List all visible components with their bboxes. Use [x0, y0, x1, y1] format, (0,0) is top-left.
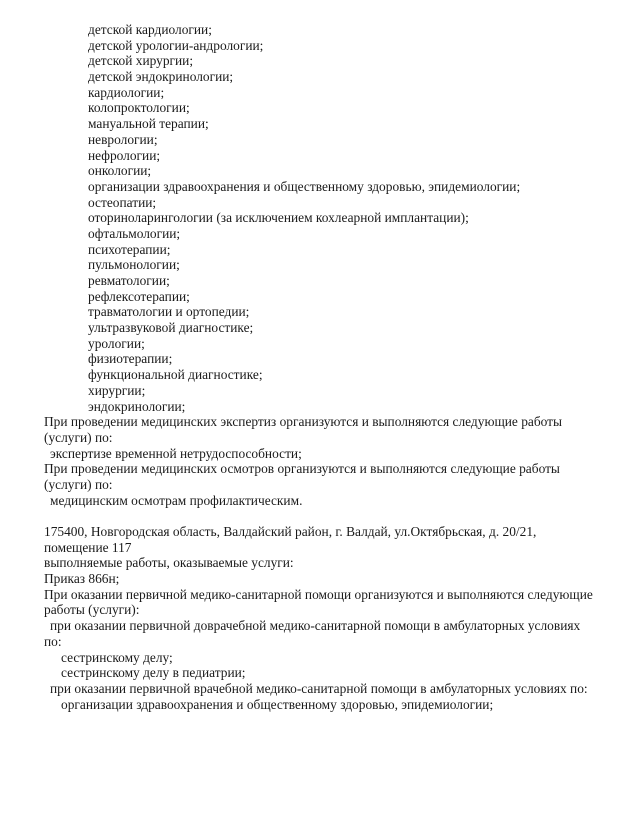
document-line: рефлексотерапии;: [88, 288, 190, 304]
document-line: пульмонологии;: [88, 257, 180, 273]
document-line: (услуги) по:: [44, 429, 113, 445]
document-line: детской кардиологии;: [88, 22, 212, 37]
document-line: 175400, Новгородская область, Валдайский район, г. Валдай, ул.Октябрьская, д. 20/21,: [44, 524, 537, 539]
document-line: колопроктологии;: [88, 100, 190, 116]
document-line: остеопатии;: [88, 194, 157, 210]
document-line: нефрологии;: [88, 147, 161, 163]
document-line: травматологии и ортопедии;: [88, 304, 250, 320]
document-line: оториноларингологии (за исключением кохлеарной имплантации);: [88, 210, 469, 226]
document-line: психотерапии;: [88, 241, 171, 257]
document-line: при оказании первичной доврачебной медико-санитарной помощи в амбулаторных условиях: [50, 618, 581, 634]
document-line: детской эндокринологии;: [88, 69, 234, 85]
document-line: При оказании первичной медико-санитарной помощи организуются и выполняются следующие: [44, 586, 593, 602]
document-line: эндокринологии;: [88, 398, 186, 414]
document-line: организации здравоохранения и общественному здоровью, эпидемиологии;: [88, 178, 521, 194]
document-line: физиотерапии;: [88, 351, 173, 367]
document-line: хирургии;: [88, 382, 146, 398]
document-line: Приказ 866н;: [44, 571, 120, 587]
document-line: урологии;: [88, 335, 145, 351]
document-line: При проведении медицинских экспертиз организуются и выполняются следующие работы: [44, 414, 563, 430]
document-line: мануальной терапии;: [88, 116, 209, 132]
document-line: офтальмологии;: [88, 225, 181, 241]
blank-line: [44, 508, 635, 524]
document-line: медицинским осмотрам профилактическим.: [50, 492, 303, 508]
document-line: выполняемые работы, оказываемые услуги:: [44, 555, 294, 571]
document-line: организации здравоохранения и общественному здоровью, эпидемиологии;: [61, 696, 494, 712]
document-line: сестринскому делу в педиатрии;: [61, 665, 246, 681]
document-line: по:: [44, 633, 62, 649]
document-text: [44, 22, 635, 712]
document-line: ревматологии;: [88, 273, 170, 288]
document-line: при оказании первичной врачебной медико-санитарной помощи в амбулаторных условиях по:: [50, 680, 588, 696]
document-line: работы (услуги):: [44, 602, 140, 618]
document-line: онкологии;: [88, 163, 152, 179]
document-line: (услуги) по:: [44, 476, 113, 492]
document-line: неврологии;: [88, 131, 158, 147]
document-line: ультразвуковой диагностике;: [88, 320, 254, 336]
document-line: детской урологии-андрологии;: [88, 37, 264, 53]
document-line: При проведении медицинских осмотров организуются и выполняются следующие работы: [44, 461, 560, 477]
document-line: функциональной диагностике;: [88, 367, 263, 383]
document-line: экспертизе временной нетрудоспособности;: [50, 445, 302, 461]
document-line: сестринскому делу;: [61, 649, 173, 665]
document-line: помещение 117: [44, 539, 132, 555]
document-line: кардиологии;: [88, 84, 165, 100]
document-line: детской хирургии;: [88, 53, 194, 69]
